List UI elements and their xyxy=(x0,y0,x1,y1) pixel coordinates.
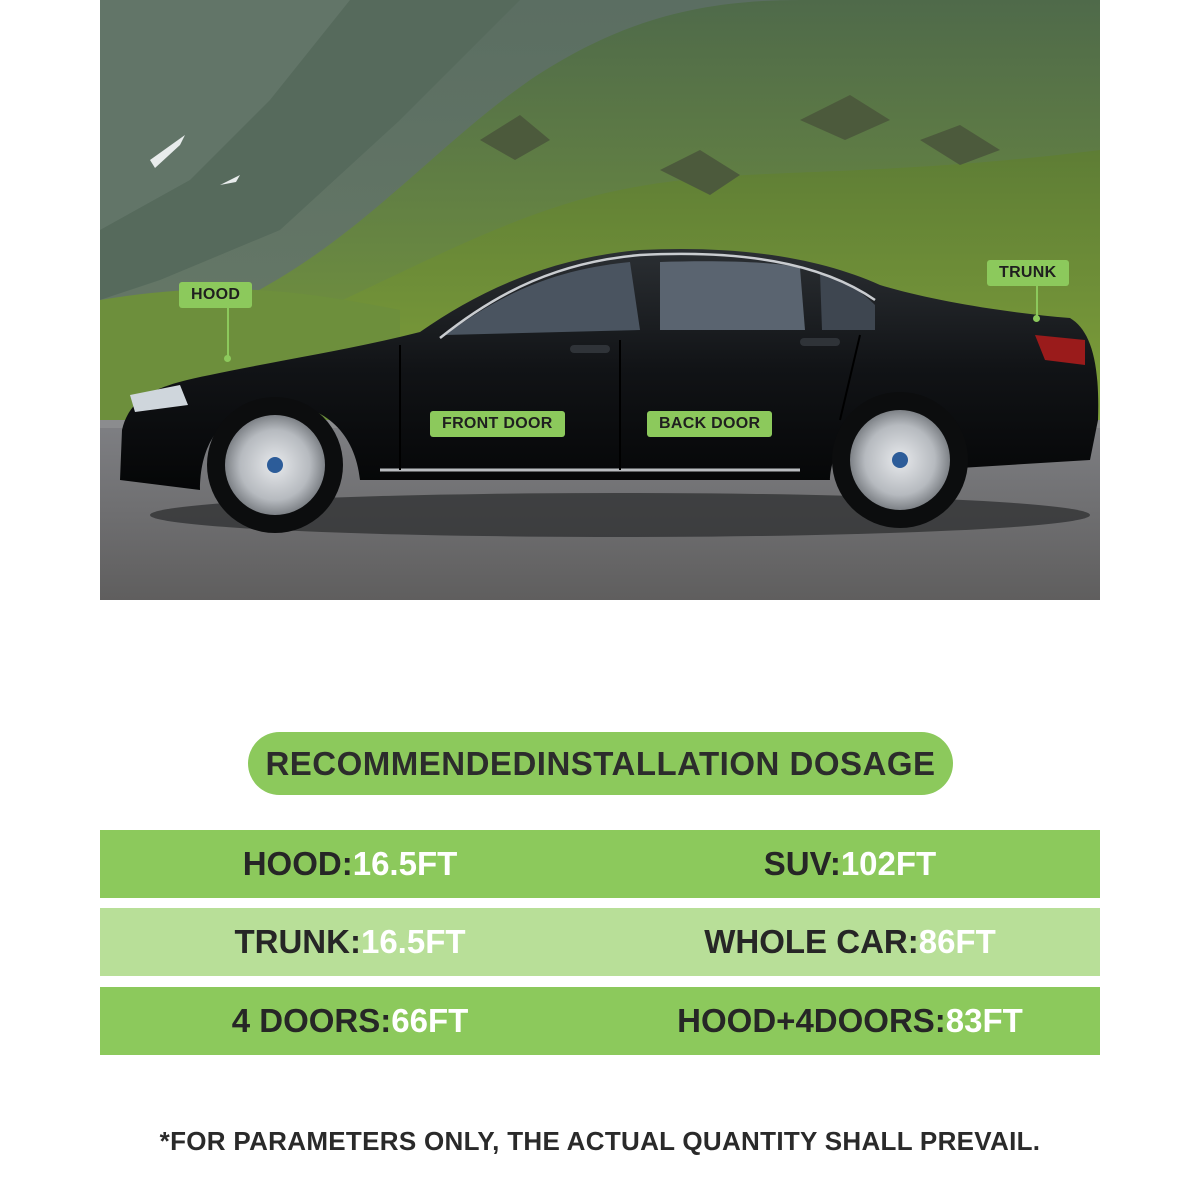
trunk-label: TRUNK xyxy=(987,260,1069,286)
dosage-name: HOOD+4DOORS: xyxy=(677,1002,946,1039)
hood-label: HOOD xyxy=(179,282,252,308)
trunk-leader-dot xyxy=(1033,315,1040,322)
dosage-name: WHOLE CAR: xyxy=(704,923,919,960)
dosage-row xyxy=(100,830,1100,898)
front-wheel xyxy=(207,397,343,533)
dosage-cell-suv xyxy=(600,830,1100,898)
hood-leader-line xyxy=(227,308,229,358)
dosage-name: SUV: xyxy=(763,845,841,882)
dosage-value: 16.5FT xyxy=(352,845,458,882)
car-photo xyxy=(100,0,1100,600)
dosage-cell-hood-4doors xyxy=(600,987,1100,1055)
dosage-name: HOOD: xyxy=(242,845,353,882)
footnote: *FOR PARAMETERS ONLY, THE ACTUAL QUANTITY SHALL PREVAIL. xyxy=(159,1126,1041,1156)
dosage-cell-4-doors xyxy=(100,987,600,1055)
back-door-label: BACK DOOR xyxy=(647,411,772,437)
dosage-heading: RECOMMENDEDINSTALLATION DOSAGE xyxy=(248,732,953,795)
dosage-value: 16.5FT xyxy=(360,923,466,960)
dosage-cell-trunk xyxy=(100,908,600,976)
dosage-cell-whole-car xyxy=(600,908,1100,976)
dosage-name: 4 DOORS: xyxy=(231,1002,392,1039)
front-door-label: FRONT DOOR xyxy=(430,411,565,437)
dosage-row xyxy=(100,908,1100,976)
dosage-name: TRUNK: xyxy=(234,923,361,960)
dosage-value: 102FT xyxy=(840,845,937,882)
rear-wheel xyxy=(832,392,968,528)
dosage-cell-hood xyxy=(100,830,600,898)
dosage-value: 83FT xyxy=(945,1002,1023,1039)
trunk-leader-line xyxy=(1036,286,1038,318)
dosage-value: 86FT xyxy=(918,923,996,960)
dosage-row xyxy=(100,987,1100,1055)
hood-leader-dot xyxy=(224,355,231,362)
dosage-value: 66FT xyxy=(391,1002,469,1039)
